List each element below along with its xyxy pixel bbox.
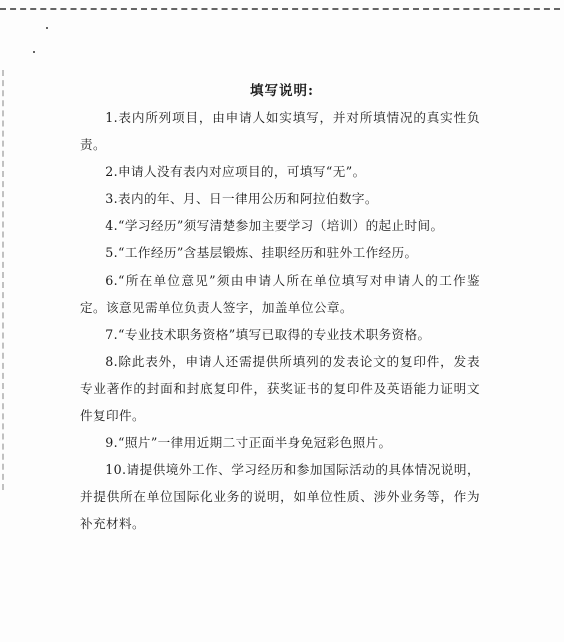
instruction-item-2: 2.申请人没有表内对应项目的，可填写“无”。 [105,164,366,180]
instruction-item-10: 10.请提供境外工作、学习经历和参加国际活动的具体情况说明，并提供所在单位国际化业务的说明，如单位性质、涉外业务等，作为补充材料。 [80,462,480,532]
instruction-item-3: 3.表内的年、月、日一律用公历和阿拉伯数字。 [105,191,378,207]
instruction-item-1: 1.表内所列项目，由申请人如实填写，并对所填情况的真实性负责。 [80,110,480,153]
instruction-item-9: 9.“照片”一律用近期二寸正面半身免冠彩色照片。 [105,435,392,451]
instruction-item-5: 5.“工作经历”含基层锻炼、挂职经历和驻外工作经历。 [105,245,418,261]
instruction-item-6: 6.“所在单位意见”须由申请人所在单位填写对申请人的工作鉴定。该意见需单位负责人签字，加盖单位公章。 [80,272,480,315]
scan-speck [33,51,35,53]
instruction-item-7: 7.“专业技术职务资格”填写已取得的专业技术职务资格。 [105,326,431,342]
top-border-line [0,8,560,10]
instruction-item-8: 8.除此表外，申请人还需提供所填列的发表论文的复印件，发表专业著作的封面和封底复印件，获奖证书的复印件及英语能力证明文件复印件。 [80,353,480,424]
left-scan-edge [2,70,4,490]
instruction-item-4: 4.“学习经历”须写清楚参加主要学习（培训）的起止时间。 [105,218,444,234]
scan-speck [46,27,48,29]
instructions-list [80,104,480,538]
page-title: 填写说明: [250,83,314,99]
